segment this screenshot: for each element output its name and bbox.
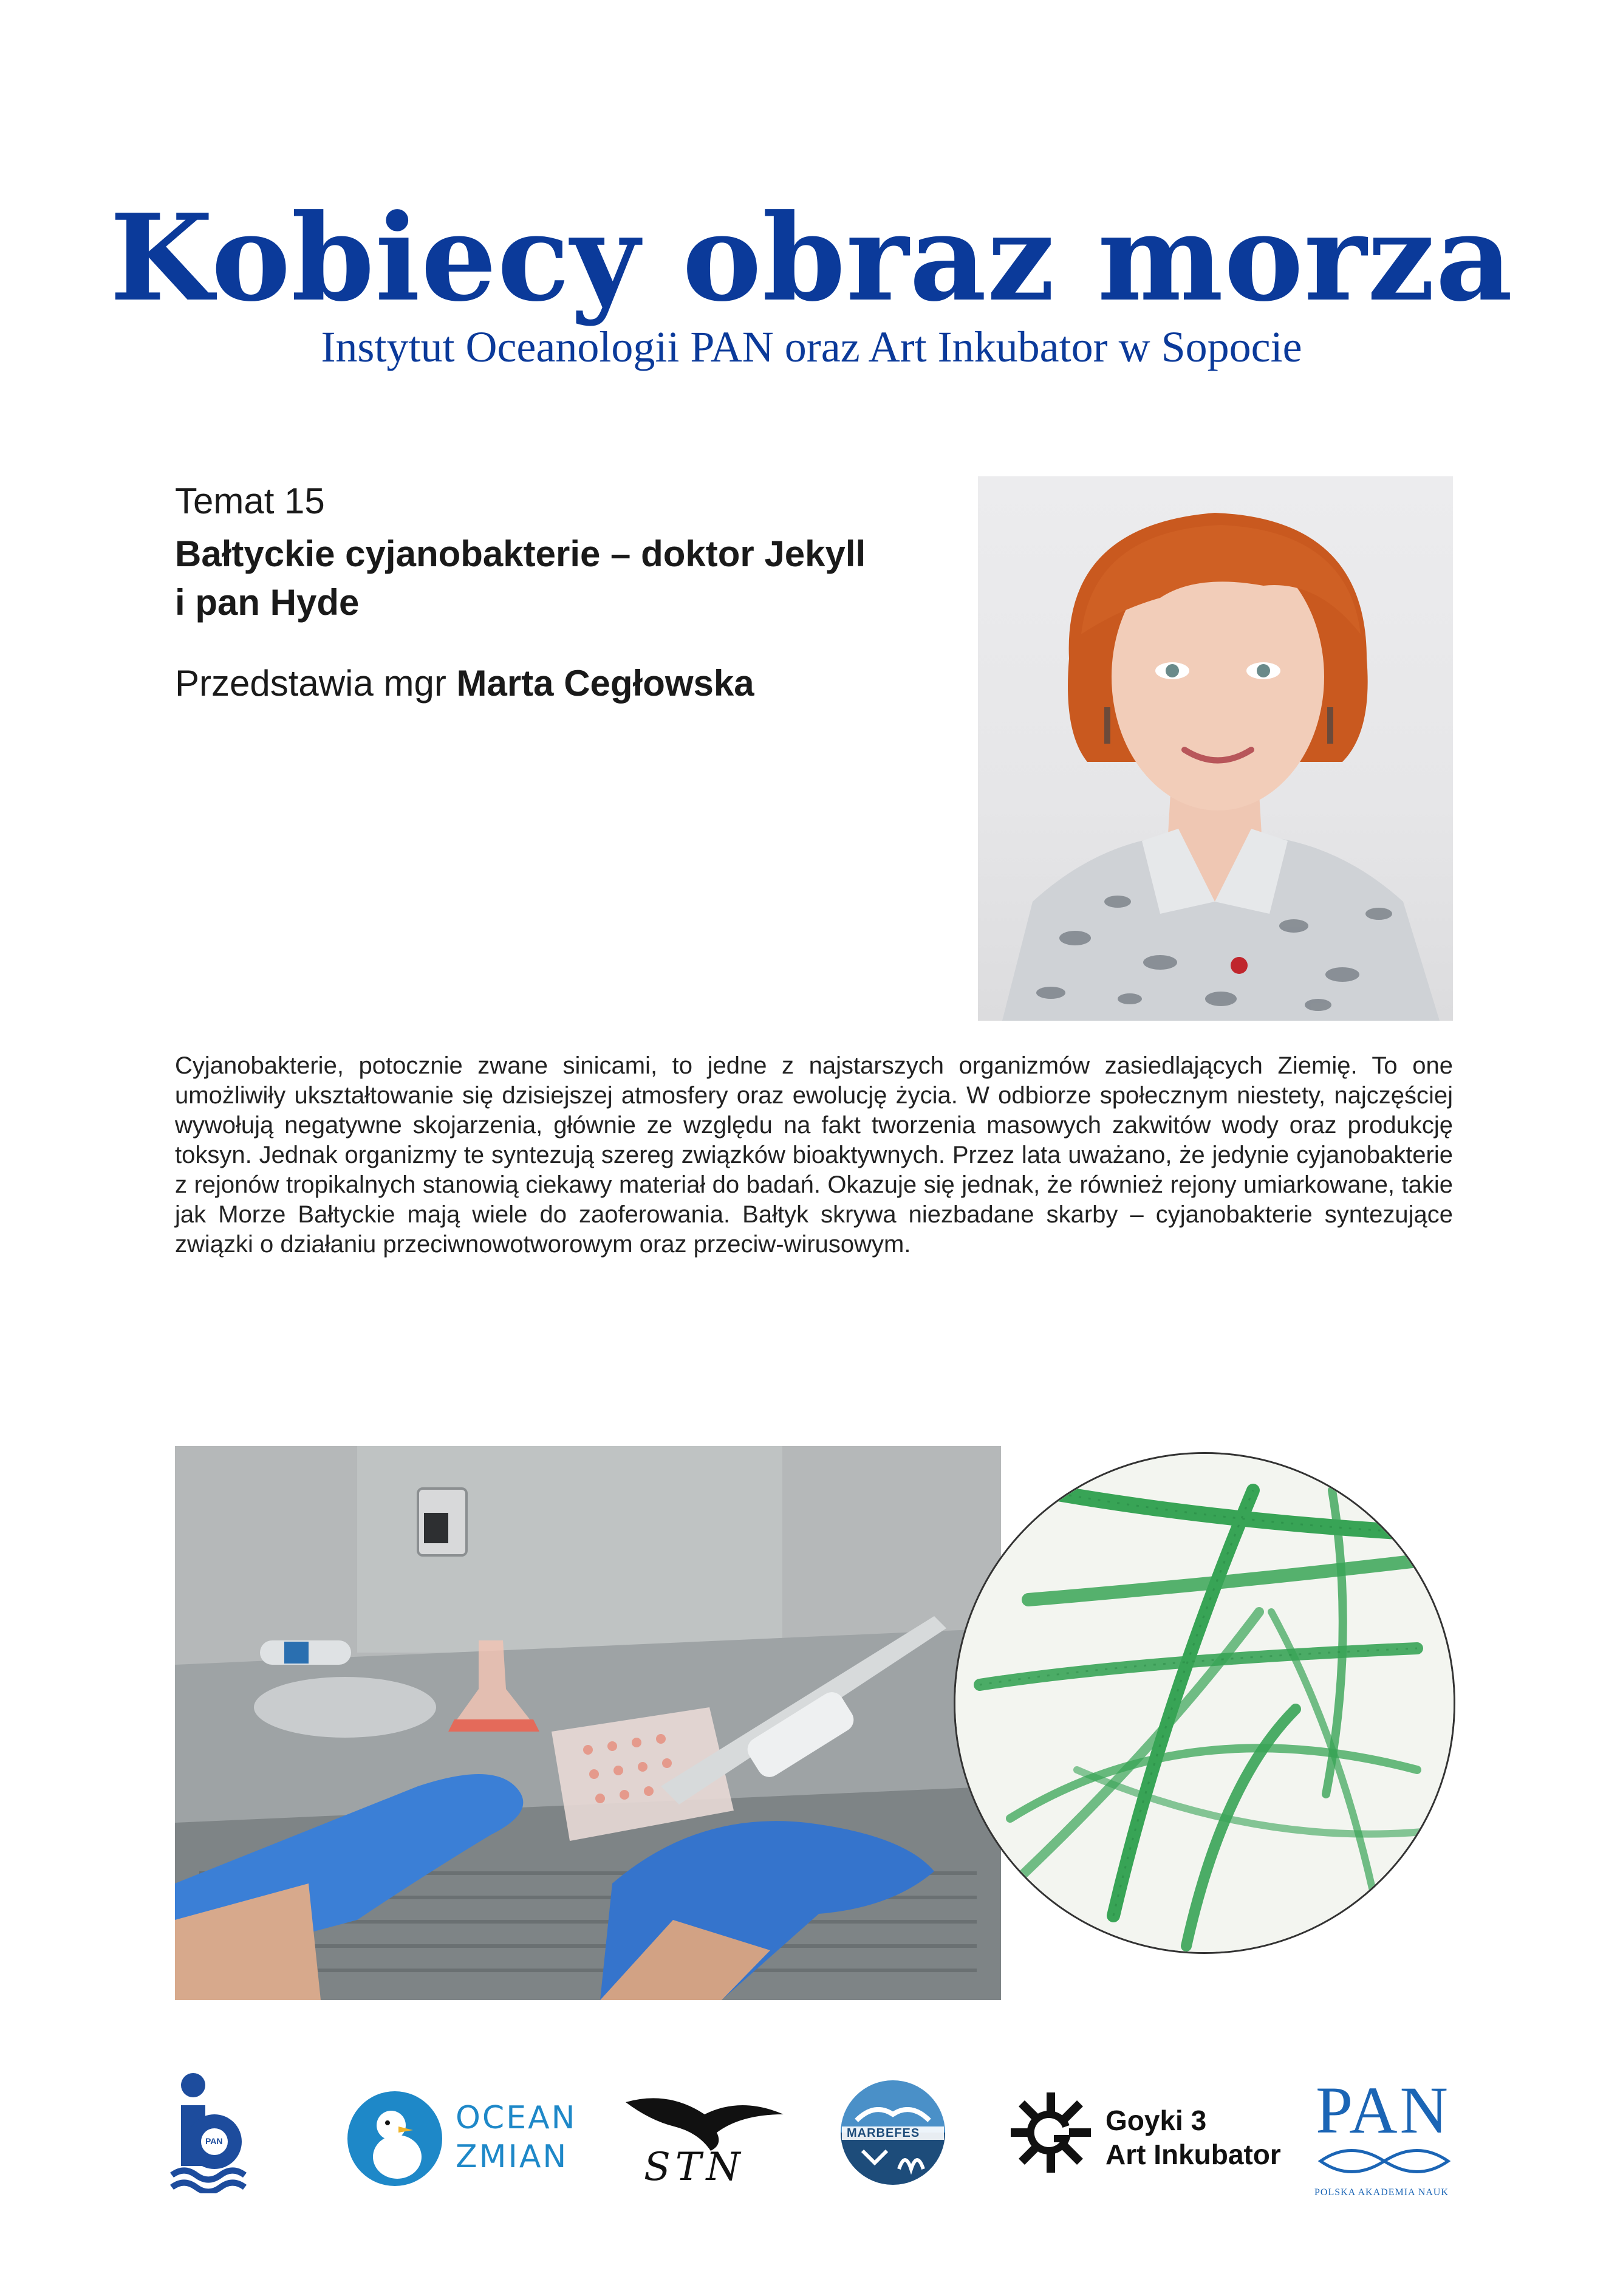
pan-logo	[1312, 2072, 1458, 2205]
sunburst-icon	[1008, 2090, 1093, 2175]
infinity-wave-icon	[1314, 2140, 1454, 2182]
page-subtitle: Instytut Oceanologii PAN oraz Art Inkubator w Sopocie	[321, 323, 1302, 371]
cyanobacteria-filaments	[955, 1454, 1454, 1952]
presenter-portrait	[978, 476, 1453, 1021]
description-paragraph: Cyjanobakterie, potocznie zwane sinicami, to jedne z najstarszych organizmów zasiedlających Ziemię. To one umożliwiły ukształtowanie się dzisiejszej atmosfery oraz ewolucję życia. W odbiorze społecznym niestety, najczęściej wywołują negatywne skojarzenia, głównie ze względu na fakt tworzenia masowych zakwitów wody oraz produkcję toksyn. Jednak organizmy te syntezują szereg związków bioaktywnych. Przez lata uważano, że jedynie cyjanobakterie z rejonów tropikalnych stanowią ciekawy materiał do badań. Okazuje się jednak, że również rejony umiarkowane, takie jak Morze Bałtyckie mają wiele do zaoferowania. Bałtyk skrywa niezbadane skarby – cyjanobakterie syntezujące związki o działaniu przeciwnowotworowym oraz przeciw-wirusowym.	[175, 1052, 1453, 1258]
topic-title-line2: i pan Hyde	[175, 582, 360, 623]
logo-bar	[0, 2073, 1623, 2230]
iopan-logo-icon	[169, 2072, 248, 2193]
microscope-image	[954, 1452, 1455, 1954]
ocean-zmian-line1: OCEAN	[456, 2100, 577, 2136]
lab-photo	[175, 1446, 1001, 2000]
pan-logo-text: PAN	[1316, 2073, 1450, 2147]
goyki-line1: Goyki 3	[1105, 2105, 1207, 2136]
presenter	[175, 662, 754, 704]
topic-title-line1: Bałtyckie cyjanobakterie – doktor Jekyll	[175, 533, 866, 574]
ocean-zmian-logo	[346, 2090, 577, 2199]
topic-number: Temat 15	[175, 481, 325, 521]
seagull-icon	[346, 2090, 443, 2187]
presenter-prefix: Przedstawia mgr	[175, 663, 446, 704]
presenter-name: Marta Cegłowska	[456, 663, 754, 704]
portrait-illustration	[978, 476, 1453, 1021]
stn-logo	[620, 2078, 790, 2199]
goyki-logo	[1008, 2090, 1288, 2187]
lab-illustration	[175, 1446, 1001, 2000]
pan-logo-subtitle: POLSKA AKADEMIA NAUK	[1314, 2187, 1449, 2198]
ocean-zmian-line2: ZMIAN	[456, 2139, 569, 2175]
goyki-line2: Art Inkubator	[1105, 2139, 1281, 2170]
page-title: Kobiecy obraz morza	[109, 188, 1514, 328]
stn-text: STN	[644, 2145, 745, 2190]
marbefes-logo	[838, 2078, 948, 2193]
iopan-logo-text: PAN	[205, 2136, 223, 2146]
topic-title	[175, 530, 965, 627]
iopan-logo	[169, 2072, 248, 2193]
marbefes-text: MARBEFES	[847, 2126, 920, 2140]
